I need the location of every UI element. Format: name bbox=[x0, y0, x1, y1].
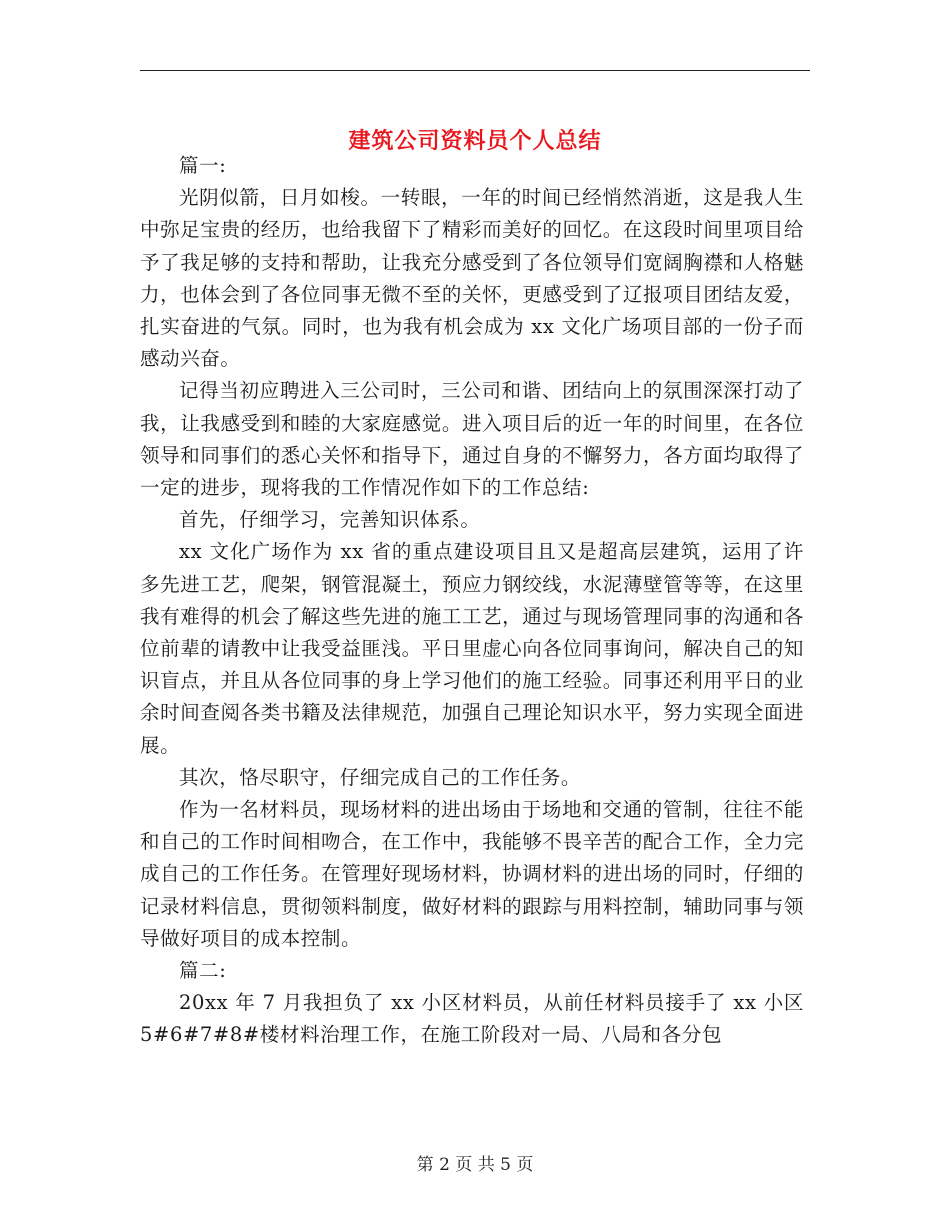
page-number: 第 2 页 共 5 页 bbox=[416, 1155, 534, 1175]
paragraph: 记得当初应聘进入三公司时，三公司和谐、团结向上的氛围深深打动了我，让我感受到和睦的大家庭感觉。进入项目后的近一年的时间里，在各位领导和同事们的悉心关怀和指导下，通过自身的不懈努力，各方面均取得了一定的进步，现将我的工作情况作如下的工作总结: bbox=[140, 379, 804, 500]
paragraph: 光阴似箭，日月如梭。一转眼，一年的时间已经悄然消逝，这是我人生中弥足宝贵的经历，也给我留下了精彩而美好的回忆。在这段时间里项目给予了我足够的支持和帮助，让我充分感受到了各位领导们宽阔胸襟和人格魅力，也体会到了各位同事无微不至的关怀，更感受到了辽报项目团结友爱，扎实奋进的气氛。同时，也为我有机会成为 xx 文化广场项目部的一份子而感动兴奋。 bbox=[140, 186, 804, 371]
paragraph: 首先，仔细学习，完善知识体系。 bbox=[179, 508, 481, 532]
paragraph: 20xx 年 7 月我担负了 xx 小区材料员，从前任材料员接手了 xx 小区 5#6#7#8#楼材料治理工作，在施工阶段对一局、八局和各分包 bbox=[140, 991, 804, 1047]
paragraph: 其次，恪尽职守，仔细完成自己的工作任务。 bbox=[179, 765, 582, 789]
document-title: 建筑公司资料员个人总结 bbox=[348, 127, 602, 154]
paragraph-section-2-heading: 篇二: bbox=[179, 959, 227, 983]
paragraph-section-1-heading: 篇一: bbox=[179, 154, 227, 177]
paragraph: 作为一名材料员，现场材料的进出场由于场地和交通的管制，往往不能和自己的工作时间相吻合，在工作中，我能够不畏辛苦的配合工作，全力完成自己的工作任务。在管理好现场材料，协调材料的进出场的同时，仔细的记录材料信息，贯彻领料制度，做好材料的跟踪与用料控制，辅助同事与领导做好项目的成本控制。 bbox=[140, 798, 804, 950]
document-body bbox=[140, 150, 804, 1052]
header-rule bbox=[140, 70, 810, 71]
paragraph: xx 文化广场作为 xx 省的重点建设项目且又是超高层建筑，运用了许多先进工艺，爬架，钢管混凝土，预应力钢绞线，水泥薄壁管等等，在这里我有难得的机会了解这些先进的施工工艺，通过与现场管理同事的沟通和各位前辈的请教中让我受益匪浅。平日里虚心向各位同事询问，解决自己的知识盲点，并且从各位同事的身上学习他们的施工经验。同事还利用平日的业余时间查阅各类书籍及法律规范，加强自己理论知识水平，努力实现全面进展。 bbox=[140, 540, 804, 757]
